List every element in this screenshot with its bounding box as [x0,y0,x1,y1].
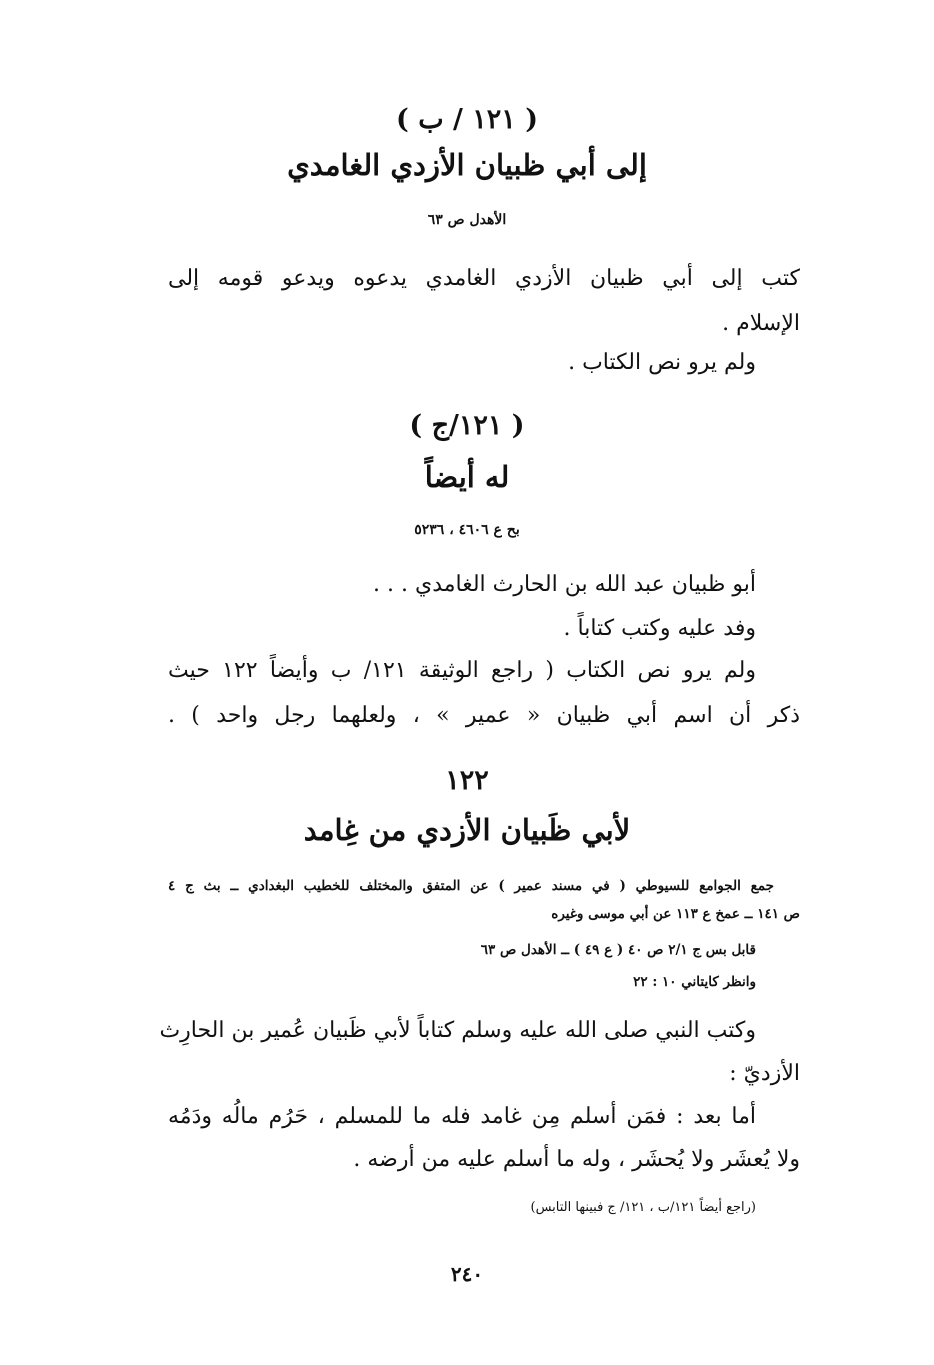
document-text-122-line3: أما بعد : فمَن أسلم مِن غامد فله ما للمسلم ، حَرُم مالُه ودَمُه [168,1104,756,1129]
document-text-121c-line3: ولم يرو نص الكتاب ( راجع الوثيقة ١٢١/ ب وأيضاً ١٢٢ حيث [168,658,756,683]
document-text-121c-line2: وفد عليه وكتب كتاباً . [563,616,756,641]
document-text-121c-line1: أبو ظبيان عبد الله بن الحارث الغامدي . . . [373,572,756,597]
document-source-122-line2: ص ١٤١ ــ عمخ ع ١١٣ عن أبي موسى وغيره [551,906,800,922]
document-note-122: (راجع أيضاً ١٢١/ب ، ١٢١/ ج فبينها التابس) [530,1200,756,1215]
document-text-121b-line3: ولم يرو نص الكتاب . [568,350,756,375]
document-number-122: ١٢٢ [445,765,489,796]
document-source-122-line1: جمع الجوامع للسيوطي ( في مسند عمير ) عن المتفق والمختلف للخطيب البغدادي ــ بث ج ٤ [168,878,774,894]
document-text-121b-line2: الإسلام . [722,311,800,336]
document-source-122-line4: وانظر كايتاني ١٠ : ٢٢ [633,974,756,990]
document-text-122-line2: الأزديّ : [729,1061,800,1086]
document-text-121b-line1: كتب إلى أبي ظبيان الأزدي الغامدي يدعوه ويدعو قومه إلى [168,266,800,291]
document-source-122-line3: قابل بس ج ٢/١ ص ٤٠ ( ع ٤٩ ) ــ الأهدل ص ٦٣ [480,942,756,958]
document-title-122: لأبي ظَبيان الأزدي من غِامد [303,813,631,847]
document-text-122-line1: وكتب النبي صلى الله عليه وسلم كتاباً لأبي ظَبيان عُمير بن الحارِث [159,1018,756,1043]
document-title-121c: له أيضاً [424,460,510,494]
document-ref-121b: ( ١٢١ / ب ) [396,104,538,135]
page-number: ٢٤٠ [450,1262,484,1286]
document-text-122-line4: ولا يُعشَر ولا يُحشَر ، وله ما أسلم عليه من أرضه . [353,1147,800,1172]
document-ref-121c: ( ١٢١/ج ) [409,410,525,441]
document-source-121c: بح ع ٤٦٠٦ ، ٥٢٣٦ [414,522,520,538]
document-text-121c-line4: ذكر أن اسم أبي ظبيان « عمير » ، ولعلهما رجل واحد ) . [168,703,800,728]
document-source-121b: الأهدل ص ٦٣ [427,212,507,228]
document-title-121b: إلى أبي ظبيان الأزدي الغامدي [287,148,647,182]
